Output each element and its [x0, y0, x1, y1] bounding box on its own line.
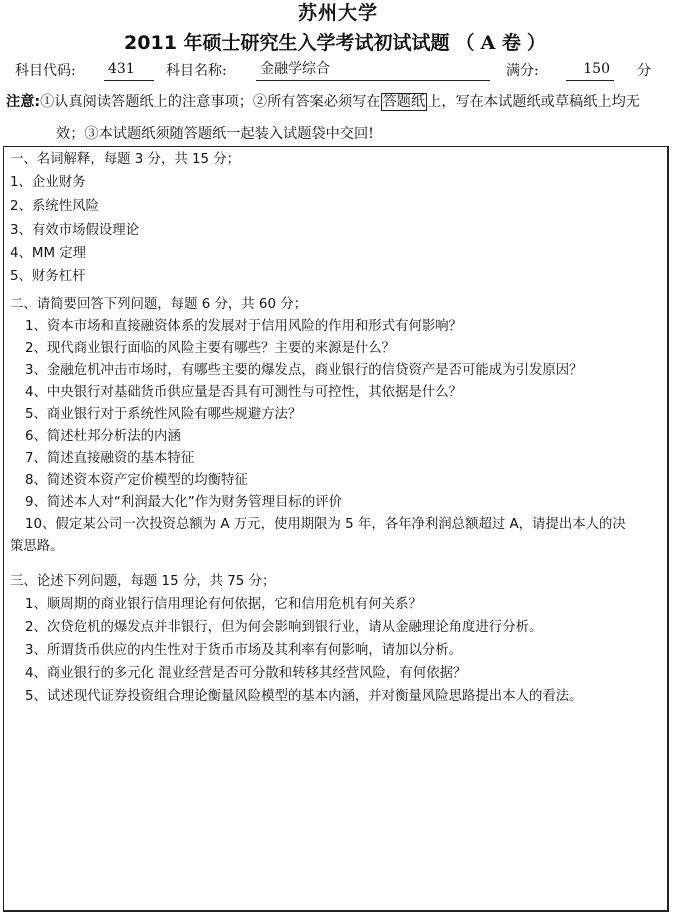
subject-code-label: 科目代码: [15, 63, 76, 79]
list-item: 2、系统性风险 [10, 199, 99, 214]
list-item: 3、有效市场假设理论 [10, 223, 140, 238]
list-item: 5、商业银行对于系统性风险有哪些规避方法？ [25, 407, 302, 422]
list-item: 4、中央银行对基础货币供应量是否具有可测性与可控性，其依据是什么？ [25, 385, 463, 400]
notice-line-2: 效；③本试题纸须随答题纸一起装入试题袋中交回! [56, 126, 374, 142]
full-score-label: 满分: [506, 63, 539, 79]
list-item: 1、企业财务 [10, 175, 86, 190]
list-item: 4、MM 定理 [10, 246, 87, 261]
exam-title-text: 2011 年硕士研究生入学考试初试试题 [124, 32, 450, 54]
paren-open: （ [455, 32, 475, 54]
list-item: 7、简述直接融资的基本特征 [25, 451, 195, 466]
notice-text-1a: ①认真阅读答题纸上的注意事项；②所有答案必须写在 [40, 94, 381, 110]
notice-line-1 [6, 92, 640, 112]
list-item: 2、次贷危机的爆发点并非银行，但为何会影响到银行业，请从金融理论角度进行分析。 [25, 620, 543, 635]
score-unit: 分 [637, 63, 651, 79]
list-item: 3、金融危机冲击市场时，有哪些主要的爆发点，商业银行的信贷资产是否可能成为引发原因？ [25, 363, 583, 378]
list-item-continuation: 策思路。 [10, 539, 64, 554]
subject-code-value: 431 [104, 60, 154, 81]
section-3-heading: 三、论述下列问题，每题 15 分，共 75 分； [10, 574, 276, 589]
exam-volume: A 卷 [480, 32, 521, 54]
list-item: 8、简述资本资产定价模型的均衡特征 [25, 473, 248, 488]
list-item: 10、假定某公司一次投资总额为 A 万元，使用期限为 5 年，各年净利润总额超过 A，请提出本人的决 [25, 517, 626, 532]
exam-title [0, 30, 676, 56]
notice-boxed-answer-sheet: 答题纸 [382, 94, 426, 110]
full-score-value: 150 [566, 60, 614, 81]
list-item: 3、所谓货币供应的内生性对于货币市场及其利率有何影响，请加以分析。 [25, 643, 463, 658]
list-item: 6、简述杜邦分析法的内涵 [25, 429, 181, 444]
section-1-heading: 一、名词解释，每题 3 分，共 15 分； [10, 152, 241, 167]
section-2-heading: 二、请简要回答下列问题，每题 6 分，共 60 分； [10, 297, 308, 312]
subject-info-row [0, 60, 676, 82]
list-item: 1、资本市场和直接融资体系的发展对于信用风险的作用和形式有何影响？ [25, 319, 463, 334]
notice-label: 注意: [6, 94, 41, 110]
list-item: 5、财务杠杆 [10, 269, 86, 284]
list-item: 5、试述现代证券投资组合理论衡量风险模型的基本内涵，并对衡量风险思路提出本人的看法。 [25, 689, 583, 704]
list-item: 2、现代商业银行面临的风险主要有哪些？主要的来源是什么？ [25, 341, 396, 356]
notice-text-1b: 上，写在本试题纸或草稿纸上均无 [427, 94, 640, 110]
university-name: 苏州大学 [297, 2, 378, 24]
subject-name-value: 金融学综合 [256, 60, 490, 81]
subject-name-label: 科目名称: [166, 63, 227, 79]
list-item: 1、顺周期的商业银行信用理论有何依据，它和信用危机有何关系？ [25, 597, 422, 612]
list-item: 4、商业银行的多元化 混业经营是否可分散和转移其经营风险，有何依据？ [25, 666, 467, 681]
list-item: 9、简述本人对“利润最大化”作为财务管理目标的评价 [25, 495, 342, 510]
paren-close: ） [526, 32, 546, 54]
